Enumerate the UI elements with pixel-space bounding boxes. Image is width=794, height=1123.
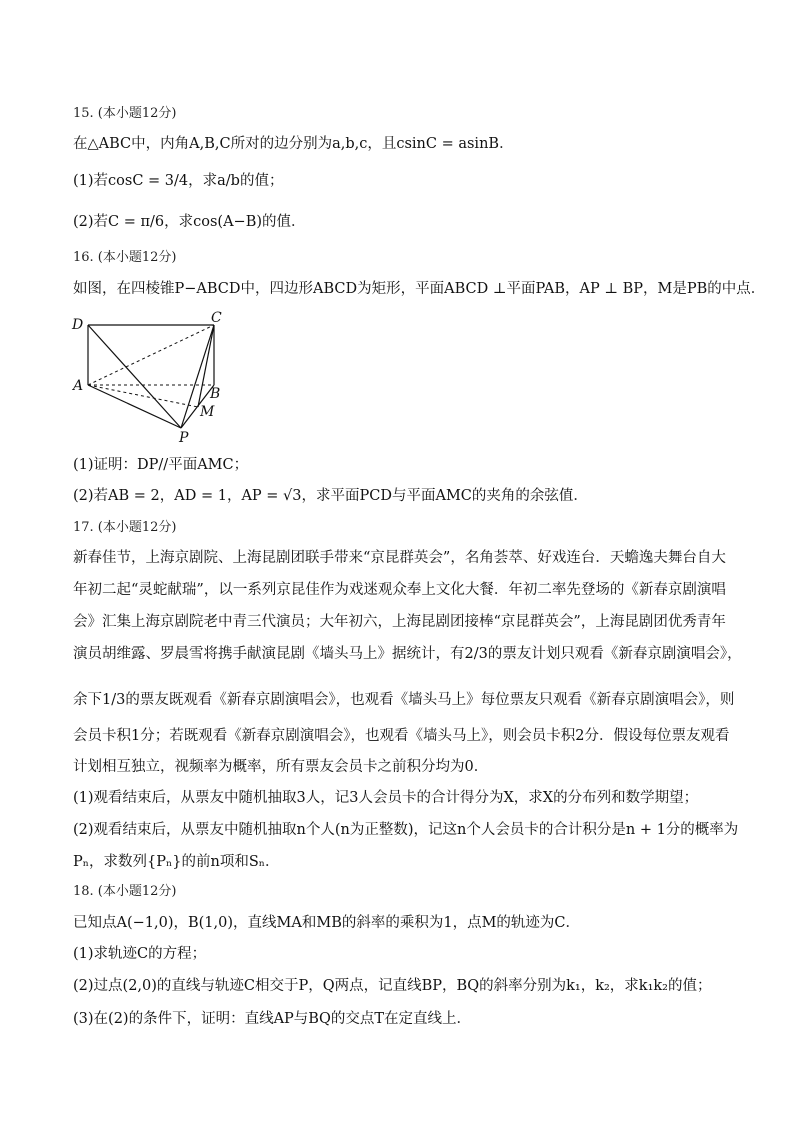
- label-p: P: [179, 430, 189, 446]
- pyramid-figure: [68, 310, 238, 450]
- problem-18-part-3: (3)在(2)的条件下，证明：直线AP与BQ的交点T在定直线上．: [73, 1011, 472, 1027]
- label-b: B: [210, 386, 221, 402]
- problem-15-part-2: (2)若C = π/6，求cos(A−B)的值．: [73, 214, 306, 230]
- problem-16-part-2: (2)若AB = 2，AD = 1，AP = √3，求平面PCD与平面AMC的夹角的余弦值．: [73, 488, 588, 504]
- problem-17-line-7: 计划相互独立，视频率为概率，所有票友会员卡之前积分均为0．: [73, 759, 489, 775]
- problem-17-line-1: 新春佳节，上海京剧院、上海昆剧团联手带来“京昆群英会”，名角荟萃、好戏连台．天蟾逸夫舞台自大: [73, 550, 726, 566]
- problem-17-line-3: 会》汇集上海京剧院老中青三代演员；大年初六，上海昆剧团接棒“京昆群英会”，上海昆剧团优秀青年: [73, 614, 726, 630]
- problem-17-part-2: (2)观看结束后，从票友中随机抽取n个人(n为正整数)，记这n个人会员卡的合计积分是n + 1分的概率为: [73, 822, 739, 838]
- problem-17-line-4: 演员胡维露、罗晨雪将携手献演昆剧《墙头马上》据统计，有2/3的票友计划只观看《新春京剧演唱会》，: [73, 646, 742, 662]
- problem-17-part-2-cont: Pₙ，求数列{Pₙ}的前n项和Sₙ．: [73, 854, 280, 870]
- problem-18-statement: 已知点A(−1,0)，B(1,0)，直线MA和MB的斜率的乘积为1，点M的轨迹为C．: [73, 915, 581, 931]
- problem-17-header: 17. (本小题12分): [73, 520, 177, 535]
- problem-18-part-1: (1)求轨迹C的方程；: [73, 946, 207, 962]
- problem-15-header: 15. (本小题12分): [73, 106, 177, 121]
- problem-18-header: 18. (本小题12分): [73, 884, 177, 899]
- label-a: A: [73, 378, 84, 394]
- problem-17-line-2: 年初二起“灵蛇献瑞”，以一系列京昆佳作为戏迷观众奉上文化大餐．年初二率先登场的《新春京剧演唱: [73, 582, 726, 598]
- problem-17-line-6: 会员卡积1分；若既观看《新春京剧演唱会》，也观看《墙头马上》，则会员卡积2分．假设每位票友观看: [73, 728, 730, 744]
- problem-15-part-1: (1)若cosC = 3/4，求a/b的值；: [73, 173, 284, 189]
- label-c: C: [211, 310, 222, 326]
- problem-15-statement: 在△ABC中，内角A,B,C所对的边分别为a,b,c，且csinC = asinB．: [73, 136, 514, 152]
- label-m: M: [200, 404, 215, 420]
- problem-16-header: 16. (本小题12分): [73, 250, 177, 265]
- problem-17-line-5: 余下1/3的票友既观看《新春京剧演唱会》，也观看《墙头马上》每位票友只观看《新春京剧演唱会》，则: [73, 692, 735, 708]
- problem-16-part-1: (1)证明：DP//平面AMC；: [73, 457, 249, 473]
- problem-16-statement: 如图，在四棱锥P−ABCD中，四边形ABCD为矩形，平面ABCD ⊥平面PAB，AP ⊥ BP，M是PB的中点．: [73, 281, 766, 297]
- label-d: D: [72, 317, 84, 333]
- problem-18-part-2: (2)过点(2,0)的直线与轨迹C相交于P，Q两点，记直线BP，BQ的斜率分别为k₁，k₂，求k₁k₂的值；: [73, 978, 712, 994]
- problem-17-part-1: (1)观看结束后，从票友中随机抽取3人，记3人会员卡的合计得分为X，求X的分布列和数学期望；: [73, 790, 699, 806]
